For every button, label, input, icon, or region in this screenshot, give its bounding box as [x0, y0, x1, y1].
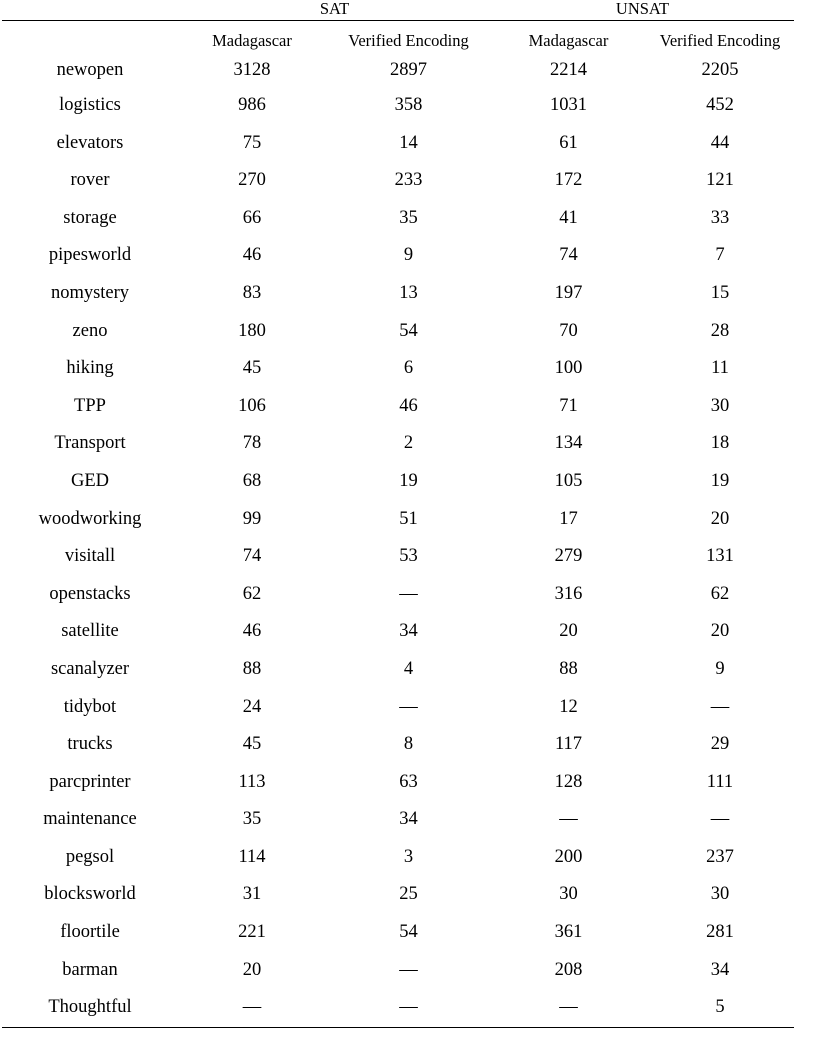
cell-unsat-verified: —	[710, 809, 730, 830]
table-row	[2, 801, 794, 839]
table-row	[2, 463, 794, 501]
cell-unsat-madagascar: 200	[554, 846, 583, 867]
row-label: pipesworld	[48, 245, 132, 266]
column-header-sat-verified: Verified Encoding	[348, 31, 469, 50]
cell-unsat-verified: 44	[710, 132, 730, 153]
cell-sat-verified: 51	[399, 508, 418, 529]
table-row	[2, 162, 794, 200]
cell-unsat-madagascar: 88	[559, 658, 578, 679]
cell-sat-verified: 35	[399, 207, 418, 228]
cell-sat-madagascar: 986	[238, 95, 266, 115]
cell-sat-verified: 233	[394, 170, 423, 191]
cell-sat-verified: 13	[399, 282, 418, 303]
row-label: elevators	[56, 132, 124, 153]
row-label: nomystery	[50, 282, 130, 303]
cell-unsat-madagascar: 134	[554, 433, 583, 454]
cell-sat-madagascar: 46	[242, 245, 262, 266]
cell-sat-madagascar: 31	[242, 884, 262, 905]
table-row	[2, 425, 794, 463]
cell-unsat-verified: —	[710, 696, 730, 717]
cell-sat-madagascar: 114	[238, 846, 266, 867]
cell-unsat-verified: 131	[706, 546, 734, 567]
cell-unsat-verified: 9	[715, 658, 725, 679]
row-label: pegsol	[65, 846, 115, 867]
row-label: TPP	[74, 395, 106, 416]
cell-sat-madagascar: 45	[242, 734, 262, 755]
row-label: GED	[70, 470, 110, 491]
cell-sat-madagascar: 221	[238, 922, 266, 943]
cell-sat-madagascar: 20	[242, 959, 262, 980]
cell-unsat-verified: 29	[710, 734, 730, 755]
row-label: logistics	[59, 95, 121, 115]
row-label: floortile	[60, 922, 120, 943]
cell-unsat-madagascar: 71	[559, 395, 578, 416]
cell-unsat-madagascar: 20	[559, 621, 578, 642]
cell-sat-madagascar: 88	[242, 658, 262, 679]
cell-sat-verified: 2	[403, 433, 414, 454]
cell-unsat-verified: 15	[710, 282, 730, 303]
cell-unsat-madagascar: 17	[559, 508, 578, 529]
table-row	[2, 200, 794, 238]
row-label: satellite	[61, 621, 119, 642]
cell-unsat-madagascar: 279	[554, 546, 583, 567]
cell-unsat-verified: 33	[710, 207, 730, 228]
cell-sat-verified: 6	[403, 358, 414, 379]
cell-sat-madagascar: 83	[242, 282, 262, 303]
cell-sat-madagascar: 46	[242, 621, 262, 642]
cell-sat-verified: —	[399, 997, 418, 1018]
cell-sat-verified: 25	[399, 884, 418, 905]
cell-unsat-madagascar: 197	[554, 282, 583, 303]
cell-unsat-verified: 2205	[701, 60, 739, 80]
cell-sat-madagascar: 66	[242, 207, 262, 228]
table-row	[2, 876, 794, 914]
cell-unsat-verified: 5	[715, 997, 725, 1018]
row-label: Thoughtful	[48, 997, 132, 1018]
cell-unsat-madagascar: 361	[554, 922, 583, 943]
table-row	[2, 388, 794, 426]
column-header-domain	[2, 25, 178, 53]
cell-unsat-verified: 30	[710, 395, 730, 416]
row-label: visitall	[64, 546, 116, 567]
cell-sat-verified: 34	[399, 621, 418, 642]
cell-unsat-madagascar: 70	[559, 320, 578, 341]
cell-sat-verified: 19	[399, 470, 418, 491]
cell-unsat-verified: 62	[710, 583, 730, 604]
group-header-sat: SAT	[178, 0, 491, 21]
cell-unsat-verified: 452	[706, 95, 734, 115]
table-row	[2, 275, 794, 313]
group-header-row	[2, 0, 794, 21]
row-label: newopen	[56, 60, 124, 80]
cell-sat-madagascar: 180	[238, 320, 266, 341]
row-label: parcprinter	[49, 771, 131, 792]
table-row	[2, 350, 794, 388]
cell-unsat-verified: 281	[706, 922, 734, 943]
cell-unsat-madagascar: —	[559, 809, 578, 830]
cell-unsat-madagascar: 172	[554, 170, 583, 191]
row-label: Transport	[54, 433, 126, 454]
cell-unsat-verified: 34	[710, 959, 730, 980]
row-label: openstacks	[49, 583, 131, 604]
cell-sat-madagascar: 68	[242, 470, 262, 491]
cell-unsat-madagascar: 117	[554, 734, 583, 755]
cell-sat-madagascar: 62	[242, 583, 262, 604]
table-row	[2, 952, 794, 990]
cell-unsat-madagascar: 208	[554, 959, 583, 980]
cell-sat-verified: 358	[394, 95, 423, 115]
cell-sat-verified: 46	[399, 395, 418, 416]
table-row	[2, 839, 794, 877]
table-body	[2, 53, 794, 1027]
table-row	[2, 689, 794, 727]
table-row	[2, 313, 794, 351]
cell-sat-madagascar: 3128	[233, 60, 271, 80]
row-label: storage	[63, 207, 117, 228]
table-row	[2, 237, 794, 275]
group-header-blank	[2, 0, 178, 21]
results-table	[2, 0, 794, 1033]
cell-unsat-verified: 20	[710, 621, 730, 642]
table-row	[2, 914, 794, 952]
cell-sat-verified: 4	[403, 658, 414, 679]
cell-sat-madagascar: —	[242, 997, 262, 1018]
cell-sat-madagascar: 113	[238, 771, 266, 792]
cell-unsat-madagascar: 61	[559, 132, 578, 153]
cell-sat-verified: 63	[399, 771, 418, 792]
cell-sat-verified: 53	[399, 546, 418, 567]
cell-sat-verified: 3	[403, 846, 414, 867]
row-label: scanalyzer	[50, 658, 130, 679]
cell-sat-verified: —	[399, 696, 418, 717]
row-label: tidybot	[63, 696, 117, 717]
table-foot	[2, 1027, 794, 1033]
table-row	[2, 651, 794, 689]
cell-unsat-verified: 11	[711, 358, 729, 379]
cell-sat-verified: 54	[399, 320, 418, 341]
cell-unsat-madagascar: 74	[559, 245, 578, 266]
cell-sat-verified: —	[399, 583, 418, 604]
cell-sat-verified: 2897	[390, 60, 427, 80]
cell-sat-verified: 8	[403, 734, 414, 755]
cell-sat-madagascar: 270	[238, 170, 266, 191]
cell-unsat-madagascar: 100	[554, 358, 583, 379]
cell-unsat-madagascar: 1031	[550, 95, 587, 115]
cell-sat-madagascar: 24	[242, 696, 262, 717]
cell-sat-verified: 9	[403, 245, 414, 266]
row-label: hiking	[66, 358, 114, 379]
cell-unsat-verified: 20	[710, 508, 730, 529]
table-row	[2, 989, 794, 1027]
row-label: rover	[70, 170, 110, 191]
table-row	[2, 538, 794, 576]
column-header-unsat-verified: Verified Encoding	[659, 31, 781, 50]
table-row	[2, 53, 794, 87]
column-header-row	[2, 25, 794, 53]
cell-sat-verified: 14	[399, 132, 418, 153]
cell-sat-madagascar: 75	[242, 132, 262, 153]
cell-sat-madagascar: 45	[242, 358, 262, 379]
row-label: zeno	[72, 320, 108, 341]
row-label: woodworking	[38, 508, 142, 529]
cell-unsat-verified: 18	[710, 433, 730, 454]
cell-unsat-verified: 237	[706, 846, 734, 867]
bottom-rule-row	[2, 1027, 794, 1033]
cell-sat-madagascar: 74	[242, 546, 262, 567]
cell-sat-verified: 54	[399, 922, 418, 943]
table-row	[2, 726, 794, 764]
cell-unsat-madagascar: —	[559, 997, 578, 1018]
cell-sat-madagascar: 35	[242, 809, 262, 830]
group-header-unsat: UNSAT	[491, 0, 794, 21]
cell-unsat-madagascar: 12	[559, 696, 578, 717]
cell-unsat-madagascar: 316	[554, 583, 583, 604]
table-row	[2, 501, 794, 539]
row-label: maintenance	[43, 809, 137, 830]
table-row	[2, 125, 794, 163]
cell-unsat-madagascar: 30	[559, 884, 578, 905]
cell-sat-madagascar: 106	[238, 395, 266, 416]
column-header-sat-madagascar: Madagascar	[212, 31, 292, 50]
cell-unsat-verified: 121	[706, 170, 734, 191]
bottom-rule	[2, 1027, 794, 1033]
cell-sat-madagascar: 99	[242, 508, 262, 529]
cell-unsat-verified: 7	[715, 245, 725, 266]
table-head	[2, 0, 794, 53]
cell-unsat-madagascar: 2214	[550, 60, 587, 80]
cell-sat-madagascar: 78	[242, 433, 262, 454]
column-header-unsat-madagascar: Madagascar	[528, 31, 609, 50]
cell-unsat-verified: 19	[710, 470, 730, 491]
cell-unsat-madagascar: 41	[559, 207, 578, 228]
row-label: trucks	[67, 734, 113, 755]
cell-unsat-verified: 111	[706, 771, 734, 792]
row-label: blocksworld	[44, 884, 136, 905]
cell-unsat-madagascar: 105	[554, 470, 583, 491]
cell-sat-verified: —	[399, 959, 418, 980]
cell-unsat-verified: 28	[710, 320, 730, 341]
table-row	[2, 764, 794, 802]
table-row	[2, 576, 794, 614]
row-label: barman	[62, 959, 118, 980]
cell-sat-verified: 34	[399, 809, 418, 830]
table-row	[2, 613, 794, 651]
table-row	[2, 87, 794, 125]
cell-unsat-madagascar: 128	[554, 771, 583, 792]
cell-unsat-verified: 30	[710, 884, 730, 905]
